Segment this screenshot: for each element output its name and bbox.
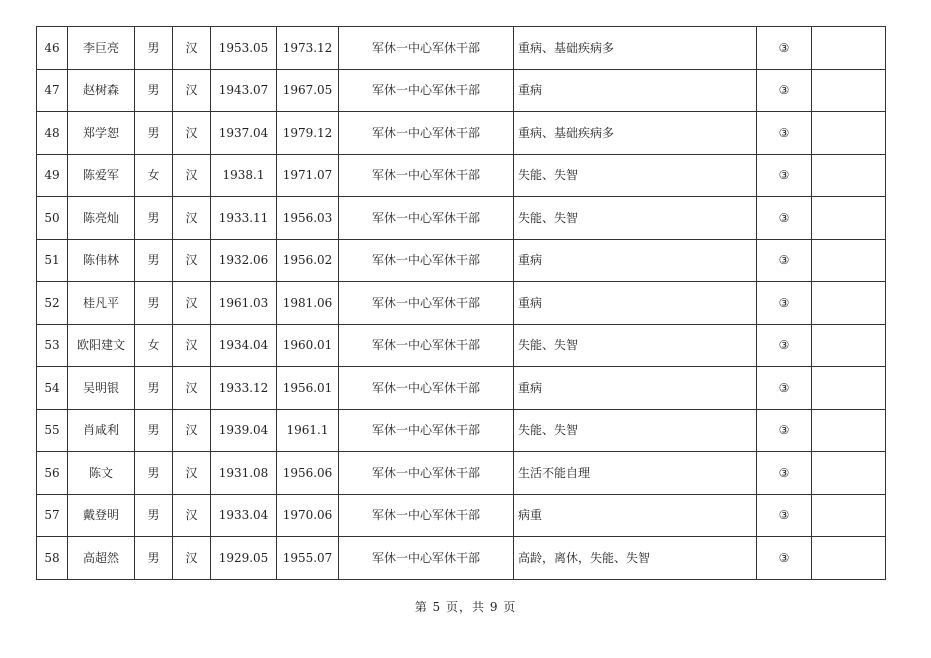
remarks-cell (812, 409, 886, 452)
birth-date-cell: 1933.04 (211, 494, 277, 537)
category-mark-cell: ③ (757, 112, 812, 155)
category-mark-cell: ③ (757, 154, 812, 197)
row-number-cell: 48 (37, 112, 68, 155)
name-cell: 吴明银 (68, 367, 135, 410)
category-mark-cell: ③ (757, 409, 812, 452)
condition-cell: 失能、失智 (514, 324, 757, 367)
birth-date-cell: 1933.12 (211, 367, 277, 410)
condition-cell: 重病、基础疾病多 (514, 112, 757, 155)
ethnicity-cell: 汉 (173, 112, 211, 155)
ethnicity-cell: 汉 (173, 324, 211, 367)
unit-cell: 军休一中心军休干部 (339, 494, 514, 537)
roster-rows (37, 27, 886, 580)
remarks-cell (812, 494, 886, 537)
row-number-cell: 57 (37, 494, 68, 537)
ethnicity-cell: 汉 (173, 537, 211, 580)
birth-date-cell: 1939.04 (211, 409, 277, 452)
remarks-cell (812, 239, 886, 282)
service-date-cell: 1970.06 (277, 494, 339, 537)
service-date-cell: 1956.02 (277, 239, 339, 282)
unit-cell: 军休一中心军休干部 (339, 282, 514, 325)
category-mark-cell: ③ (757, 197, 812, 240)
name-cell: 肖咸利 (68, 409, 135, 452)
row-number-cell: 52 (37, 282, 68, 325)
category-mark-cell: ③ (757, 282, 812, 325)
service-date-cell: 1967.05 (277, 69, 339, 112)
table-row (37, 27, 886, 70)
category-mark-cell: ③ (757, 537, 812, 580)
sex-cell: 男 (135, 239, 173, 282)
remarks-cell (812, 197, 886, 240)
name-cell: 陈文 (68, 452, 135, 495)
remarks-cell (812, 282, 886, 325)
condition-cell: 重病 (514, 69, 757, 112)
condition-cell: 重病 (514, 367, 757, 410)
category-mark-cell: ③ (757, 27, 812, 70)
category-mark-cell: ③ (757, 367, 812, 410)
condition-cell: 失能、失智 (514, 154, 757, 197)
table-row (37, 537, 886, 580)
unit-cell: 军休一中心军休干部 (339, 154, 514, 197)
condition-cell: 生活不能自理 (514, 452, 757, 495)
table-row (37, 409, 886, 452)
condition-cell: 重病 (514, 282, 757, 325)
sex-cell: 男 (135, 537, 173, 580)
service-date-cell: 1955.07 (277, 537, 339, 580)
service-date-cell: 1973.12 (277, 27, 339, 70)
remarks-cell (812, 154, 886, 197)
remarks-cell (812, 27, 886, 70)
service-date-cell: 1971.07 (277, 154, 339, 197)
row-number-cell: 47 (37, 69, 68, 112)
birth-date-cell: 1931.08 (211, 452, 277, 495)
condition-cell: 重病 (514, 239, 757, 282)
name-cell: 戴登明 (68, 494, 135, 537)
birth-date-cell: 1934.04 (211, 324, 277, 367)
name-cell: 高超然 (68, 537, 135, 580)
sex-cell: 男 (135, 197, 173, 240)
row-number-cell: 49 (37, 154, 68, 197)
birth-date-cell: 1938.1 (211, 154, 277, 197)
ethnicity-cell: 汉 (173, 494, 211, 537)
category-mark-cell: ③ (757, 494, 812, 537)
name-cell: 李巨亮 (68, 27, 135, 70)
condition-cell: 失能、失智 (514, 409, 757, 452)
unit-cell: 军休一中心军休干部 (339, 452, 514, 495)
ethnicity-cell: 汉 (173, 409, 211, 452)
sex-cell: 男 (135, 69, 173, 112)
roster-table (36, 26, 886, 580)
table-row (37, 239, 886, 282)
name-cell: 赵树森 (68, 69, 135, 112)
name-cell: 陈亮灿 (68, 197, 135, 240)
condition-cell: 高龄，离休，失能、失智 (514, 537, 757, 580)
ethnicity-cell: 汉 (173, 154, 211, 197)
remarks-cell (812, 367, 886, 410)
birth-date-cell: 1929.05 (211, 537, 277, 580)
service-date-cell: 1979.12 (277, 112, 339, 155)
page-number: 第 5 页，共 9 页 (414, 600, 517, 614)
service-date-cell: 1960.01 (277, 324, 339, 367)
remarks-cell (812, 324, 886, 367)
table-row (37, 282, 886, 325)
sex-cell: 男 (135, 27, 173, 70)
birth-date-cell: 1933.11 (211, 197, 277, 240)
sex-cell: 男 (135, 367, 173, 410)
condition-cell: 重病、基础疾病多 (514, 27, 757, 70)
condition-cell: 病重 (514, 494, 757, 537)
category-mark-cell: ③ (757, 69, 812, 112)
name-cell: 欧阳建文 (68, 324, 135, 367)
birth-date-cell: 1953.05 (211, 27, 277, 70)
service-date-cell: 1956.03 (277, 197, 339, 240)
table-row (37, 69, 886, 112)
remarks-cell (812, 537, 886, 580)
category-mark-cell: ③ (757, 324, 812, 367)
row-number-cell: 51 (37, 239, 68, 282)
birth-date-cell: 1932.06 (211, 239, 277, 282)
name-cell: 郑学恕 (68, 112, 135, 155)
ethnicity-cell: 汉 (173, 69, 211, 112)
ethnicity-cell: 汉 (173, 239, 211, 282)
sex-cell: 男 (135, 494, 173, 537)
ethnicity-cell: 汉 (173, 452, 211, 495)
name-cell: 陈爱军 (68, 154, 135, 197)
service-date-cell: 1956.01 (277, 367, 339, 410)
table-row (37, 367, 886, 410)
birth-date-cell: 1943.07 (211, 69, 277, 112)
table-row (37, 494, 886, 537)
row-number-cell: 46 (37, 27, 68, 70)
service-date-cell: 1956.06 (277, 452, 339, 495)
sex-cell: 女 (135, 154, 173, 197)
remarks-cell (812, 452, 886, 495)
unit-cell: 军休一中心军休干部 (339, 239, 514, 282)
name-cell: 陈伟林 (68, 239, 135, 282)
service-date-cell: 1961.1 (277, 409, 339, 452)
birth-date-cell: 1961.03 (211, 282, 277, 325)
ethnicity-cell: 汉 (173, 27, 211, 70)
name-cell: 桂凡平 (68, 282, 135, 325)
condition-cell: 失能、失智 (514, 197, 757, 240)
ethnicity-cell: 汉 (173, 197, 211, 240)
sex-cell: 男 (135, 409, 173, 452)
unit-cell: 军休一中心军休干部 (339, 112, 514, 155)
unit-cell: 军休一中心军休干部 (339, 409, 514, 452)
remarks-cell (812, 69, 886, 112)
table-row (37, 324, 886, 367)
sex-cell: 女 (135, 324, 173, 367)
category-mark-cell: ③ (757, 239, 812, 282)
sex-cell: 男 (135, 282, 173, 325)
unit-cell: 军休一中心军休干部 (339, 27, 514, 70)
remarks-cell (812, 112, 886, 155)
sex-cell: 男 (135, 452, 173, 495)
table-row (37, 154, 886, 197)
unit-cell: 军休一中心军休干部 (339, 367, 514, 410)
ethnicity-cell: 汉 (173, 282, 211, 325)
unit-cell: 军休一中心军休干部 (339, 69, 514, 112)
birth-date-cell: 1937.04 (211, 112, 277, 155)
ethnicity-cell: 汉 (173, 367, 211, 410)
category-mark-cell: ③ (757, 452, 812, 495)
row-number-cell: 56 (37, 452, 68, 495)
service-date-cell: 1981.06 (277, 282, 339, 325)
row-number-cell: 54 (37, 367, 68, 410)
unit-cell: 军休一中心军休干部 (339, 324, 514, 367)
unit-cell: 军休一中心军休干部 (339, 537, 514, 580)
row-number-cell: 53 (37, 324, 68, 367)
table-row (37, 197, 886, 240)
row-number-cell: 50 (37, 197, 68, 240)
row-number-cell: 58 (37, 537, 68, 580)
sex-cell: 男 (135, 112, 173, 155)
row-number-cell: 55 (37, 409, 68, 452)
unit-cell: 军休一中心军休干部 (339, 197, 514, 240)
table-row (37, 452, 886, 495)
table-row (37, 112, 886, 155)
